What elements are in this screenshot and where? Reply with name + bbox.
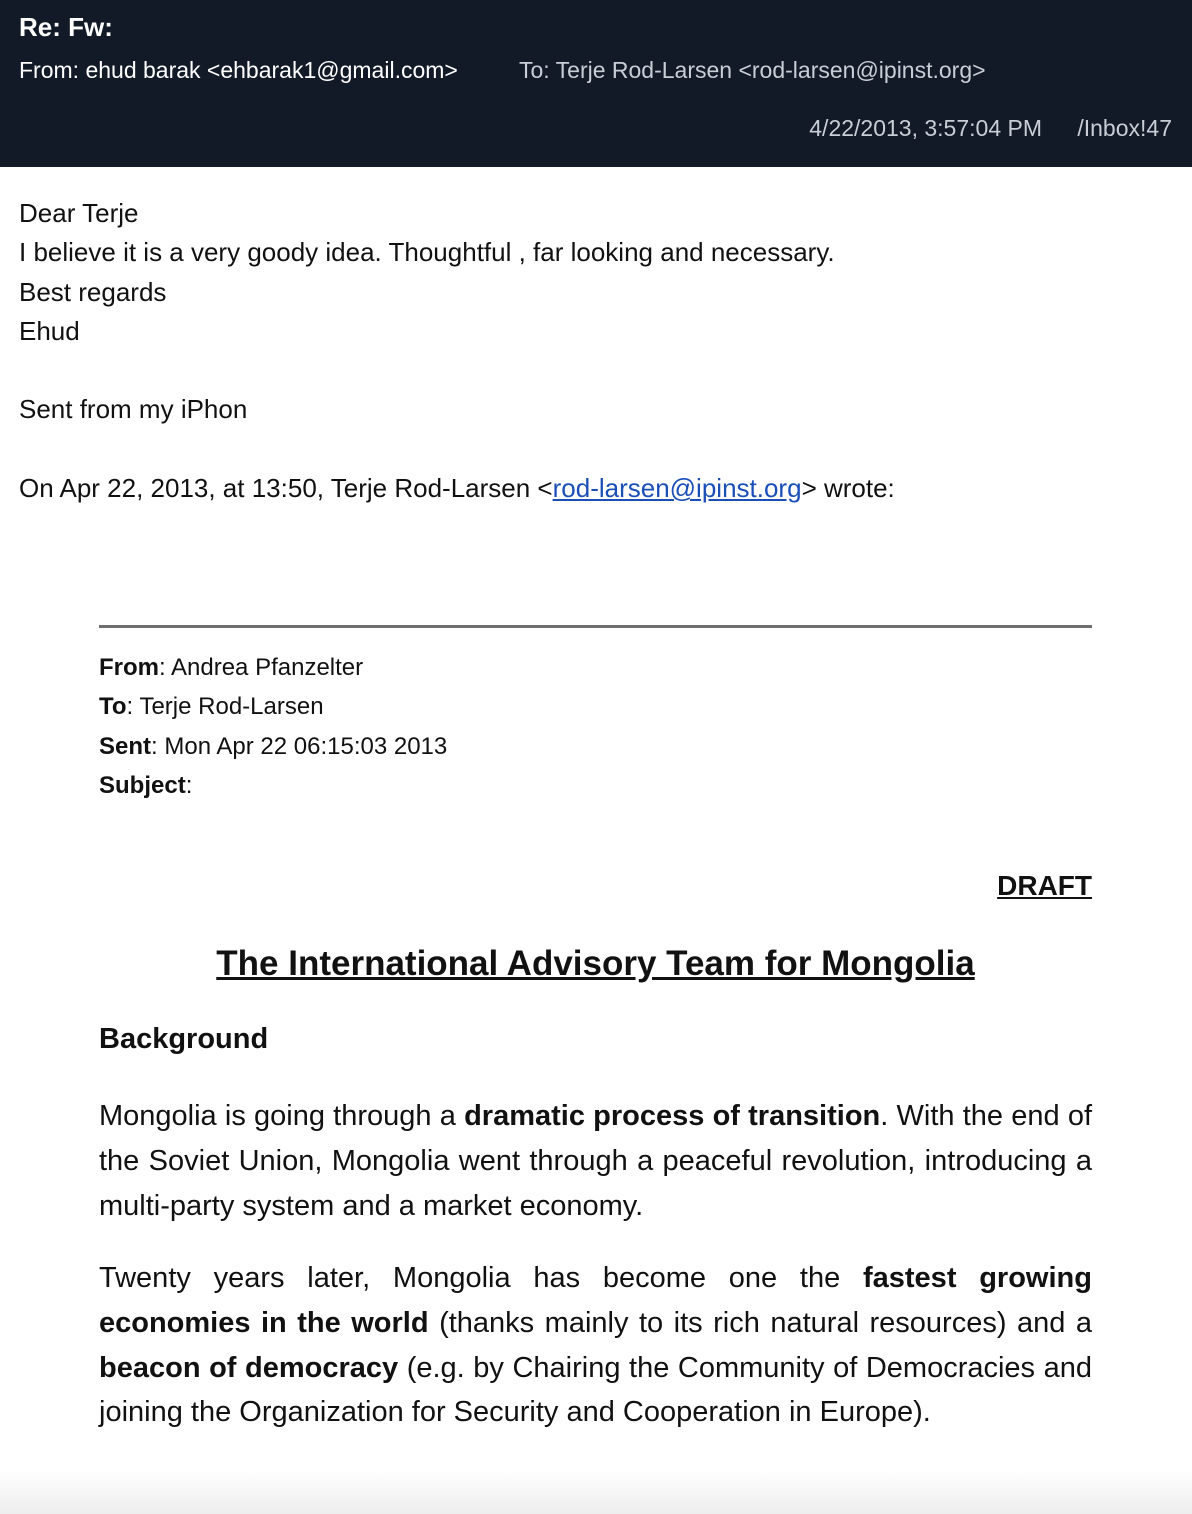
reply-body — [19, 194, 895, 508]
reply-greeting: Dear Terje — [19, 198, 139, 228]
email-to: To: Terje Rod-Larsen <rod-larsen@ipinst.org> — [519, 57, 986, 83]
quote-divider — [99, 625, 1092, 628]
section-heading: Background — [99, 1023, 269, 1055]
quoted-meta — [99, 648, 1092, 805]
email-date: 4/22/2013, 3:57:04 PM — [809, 115, 1042, 141]
reply-sent-from: Sent from my iPhon — [19, 394, 248, 425]
bottom-fade — [0, 1470, 1192, 1514]
email-from: From: ehud barak <ehbarak1@gmail.com> — [19, 57, 458, 83]
paragraph-1: Mongolia is going through a dramatic process of transition. With the end of the Soviet Union, Mongolia went through a peaceful revolution, introducing a multi-party system and a market economy. — [99, 1100, 1092, 1222]
draft-label: DRAFT — [997, 870, 1092, 901]
paragraph-2: Twenty years later, Mongolia has become one the fastest growing economies in the world (thanks mainly to its rich natural resources) and a beacon of democracy (e.g. by Chairing the Community of Democracies and joining the Organization for Security and Cooperation in Europe). — [99, 1262, 1092, 1429]
quoted-from: From: Andrea Pfanzelter — [99, 654, 364, 681]
reply-closing: Best regards — [19, 276, 167, 307]
quoted-to: To: Terje Rod-Larsen — [99, 693, 324, 721]
quote-email-link[interactable]: rod-larsen@ipinst.org — [552, 473, 802, 504]
quoted-message — [99, 625, 1092, 805]
quoted-subject: Subject: — [99, 771, 193, 799]
email-folder[interactable]: /Inbox!47 — [1077, 115, 1172, 141]
email-subject: Re: Fw: — [19, 12, 113, 42]
quoted-sent: Sent: Mon Apr 22 06:15:03 2013 — [99, 732, 448, 760]
reply-text: I believe it is a very goody idea. Thoughtful , far looking and necessary. — [19, 237, 835, 268]
email-header — [0, 0, 1192, 167]
quote-intro: On Apr 22, 2013, at 13:50, Terje Rod-Larsen <rod-larsen@ipinst.org> wrote: — [19, 473, 895, 504]
document-title: The International Advisory Team for Mongolia — [216, 944, 975, 983]
reply-signature: Ehud — [19, 315, 80, 346]
